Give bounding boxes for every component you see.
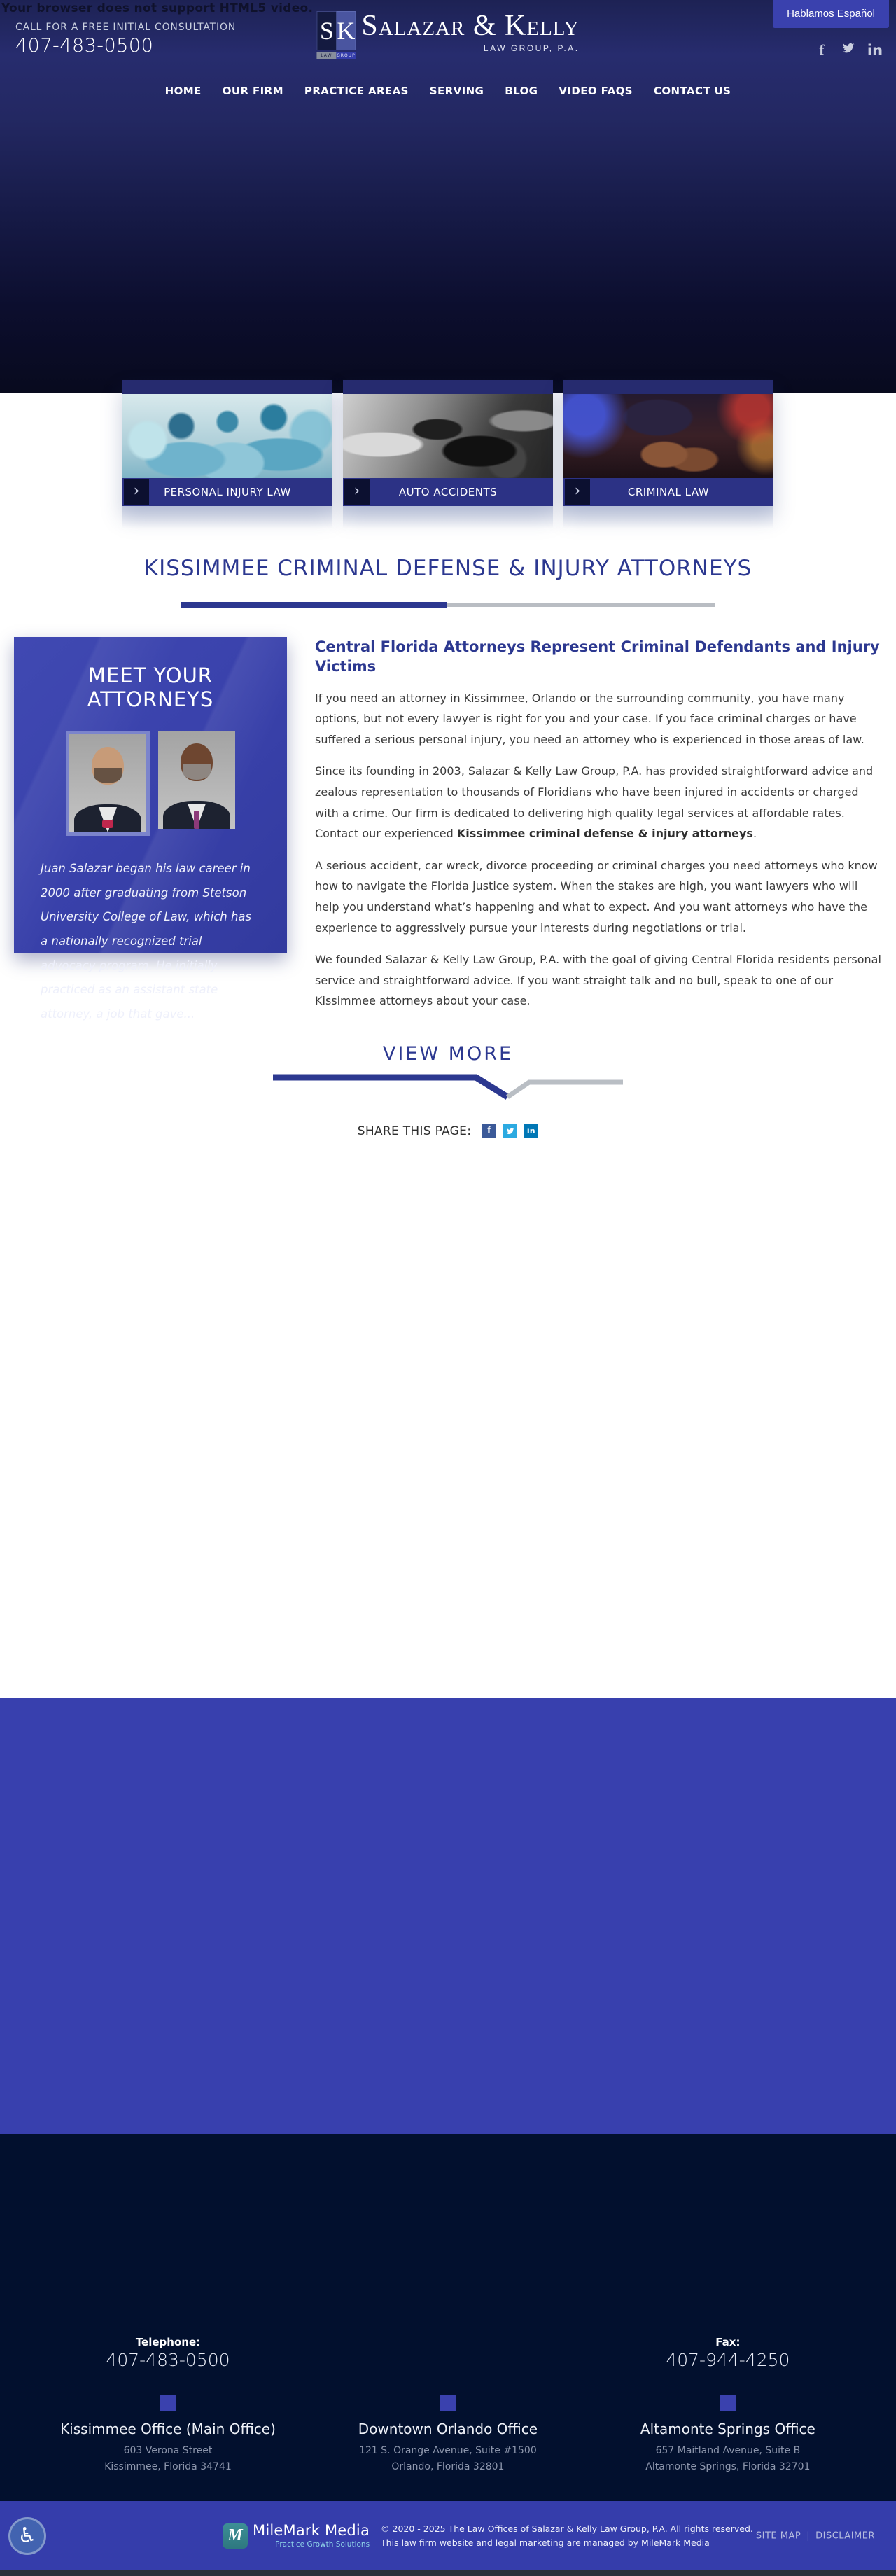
footer-contact-row [28,2335,868,2370]
chevron-right-icon[interactable]: › [565,479,590,505]
logo-k-box: K [336,11,356,50]
bottom-bar [0,2501,896,2570]
article-paragraph-2: Since its founding in 2003, Salazar & Kelly Law Group, P.A. has provided straightforward advice and zealous representation to thousands of Floridians who have been injured in accidents or charged with a crime. Our firm is dedicated to delivering high quality legal services at affordable rates. Contact our experienced Kissimmee criminal defense & injury attorneys. [315,764,874,841]
surgery-photo [122,394,332,478]
card-label-bar [343,478,553,506]
logo-s-box: S [316,11,336,50]
footer-fax [588,2335,868,2370]
practice-area-cards [122,380,774,506]
card-label-text: PERSONAL INJURY LAW [164,486,291,498]
office-address: 121 S. Orange Avenue, Suite #1500 Orlando, Florida 32801 [359,2445,537,2473]
hero-section [0,0,896,393]
fax-number: 407-944-4250 [666,2350,790,2370]
legal-links [756,2530,875,2541]
main-article [315,637,882,1011]
content-columns [14,637,882,1021]
telephone-number-link[interactable]: 407-483-0500 [106,2350,230,2370]
card-top-bar [343,380,553,394]
footer [0,2134,896,2501]
logo-text [361,11,579,53]
blue-band-section [0,1698,896,2134]
firm-logo[interactable] [316,11,579,59]
site-map-link[interactable]: SITE MAP [755,2530,802,2541]
cards-reflection [122,506,774,533]
attorney-bio-excerpt: Juan Salazar began his law career in 2000 after graduating from Stetson University College of Law, which has a nationally recognized trial advocacy program. He initially practiced as an assistant state attorney, a job that gave... [41,862,252,1021]
video-fallback-text: Your browser does not support HTML5 video. [1,1,314,15]
telephone-label: Telephone: [135,2336,201,2348]
office-square-icon [440,2395,456,2411]
office-name: Altamonte Springs Office [640,2421,816,2437]
hablamos-espanol-button[interactable]: Hablamos Español [773,0,889,28]
fax-label: Fax: [715,2336,741,2348]
header-social-icons [813,41,883,59]
disclaimer-link[interactable]: DISCLAIMER [816,2530,875,2541]
accessibility-icon[interactable]: ♿ [8,2517,46,2555]
article-paragraph-3: A serious accident, car wreck, divorce proceeding or criminal charges you need attorneys who know how to navigate the Florida justice system. When the stakes are high, you want lawyers who will help you understand what’s happening and what to expect. And you want attorneys who have the experience to aggressively pursue your interests during negotiations or trial. [315,858,878,934]
share-label: SHARE THIS PAGE: [357,1124,472,1138]
card-personal-injury-law[interactable] [122,380,332,506]
card-label-bar [564,478,774,506]
linkedin-icon[interactable]: in [867,41,883,59]
card-auto-accidents[interactable] [343,380,553,506]
card-top-bar [564,380,774,394]
header-phone-link[interactable]: 407-483-0500 [15,35,154,57]
main-navigation [0,70,896,112]
top-header [0,0,896,70]
office-name: Downtown Orlando Office [358,2421,538,2437]
logo-monogram [316,11,356,59]
office-square-icon [720,2395,736,2411]
office-address: 657 Maitland Avenue, Suite B Altamonte Springs, Florida 32701 [645,2445,811,2473]
header-contact [15,20,236,57]
nav-item-contact-us[interactable]: CONTACT US [653,85,732,97]
attorney-portraits [28,731,273,836]
milemark-name: MileMark Media [253,2521,370,2539]
card-label-bar [122,478,332,506]
attorney-photo-kelly [158,731,235,829]
nav-item-serving[interactable]: SERVING [429,85,484,97]
card-top-bar [122,380,332,394]
milemark-m-icon: M [223,2524,248,2549]
sidebar-title: MEET YOUR ATTORNEYS [87,664,214,711]
article-paragraph-4: We founded Salazar & Kelly Law Group, P.A. with the goal of giving Central Florida residents personal service and straightforward advice. If you want straight talk and no bull, speak to one of our Kissimmee attorneys about your case. [315,953,881,1008]
nav-item-video-faqs[interactable]: VIDEO FAQS [559,85,633,97]
office-square-icon [160,2395,176,2411]
legal-separator: | [806,2530,811,2541]
logo-firm-suffix: LAW GROUP, P.A. [483,43,580,53]
share-linkedin-icon[interactable]: in [524,1124,538,1138]
milemark-media-logo[interactable] [223,2521,370,2549]
meet-your-attorneys-box[interactable] [14,637,287,1021]
office-name: Kissimmee Office (Main Office) [60,2421,276,2437]
card-label-text: CRIMINAL LAW [627,486,710,498]
chevron-right-icon[interactable]: › [344,479,370,505]
handcuffs-photo [564,394,774,478]
article-heading: Central Florida Attorneys Represent Criminal Defendants and Injury Victims [315,638,880,676]
footer-telephone [28,2335,308,2370]
facebook-icon[interactable]: f [819,41,825,58]
call-label: CALL FOR A FREE INITIAL CONSULTATION [15,22,237,33]
main-content-section [0,393,896,1698]
milemark-tagline: Practice Growth Solutions [275,2540,370,2549]
view-more-decoration [266,1072,630,1102]
attorney-photo-juan-salazar [66,731,150,836]
title-divider [181,602,715,608]
share-section [0,1124,896,1138]
bold-keyword: Kissimmee criminal defense & injury attorneys [456,827,753,841]
office-kissimmee [28,2395,308,2475]
car-crash-photo [343,394,553,478]
page-title: KISSIMMEE CRIMINAL DEFENSE & INJURY ATTORNEYS [144,556,752,581]
bottom-strip [0,2570,896,2576]
office-orlando [308,2395,588,2475]
office-altamonte-springs [588,2395,868,2475]
share-facebook-icon[interactable]: f [482,1124,496,1138]
nav-item-our-firm[interactable]: OUR FIRM [222,85,284,97]
footer-contact-spacer [308,2335,588,2370]
share-twitter-icon[interactable] [503,1124,517,1138]
nav-item-blog[interactable]: BLOG [505,85,538,97]
view-more-button[interactable]: VIEW MORE [382,1043,514,1065]
nav-item-home[interactable]: HOME [164,85,202,97]
logo-law-strip: LAW [316,52,336,59]
office-address: 603 Verona Street Kissimmee, Florida 34741 [104,2445,232,2473]
footer-offices-row [28,2395,868,2475]
card-label-text: AUTO ACCIDENTS [398,486,498,498]
logo-firm-name: Salazar & Kelly [361,10,580,42]
card-criminal-law[interactable] [564,380,774,506]
copyright-text: © 2020 - 2025 The Law Offices of Salazar & Kelly Law Group, P.A. All rights reserved. This law firm website and legal marketing are managed by MileMark Media [381,2524,753,2548]
view-more-section [0,1043,896,1102]
article-paragraph-1: If you need an attorney in Kissimmee, Orlando or the surrounding community, you have many options, but not every lawyer is right for you and your case. If you face criminal charges or have suffered a serious personal injury, you need an attorney who is experienced in those areas of law. [315,691,864,746]
logo-group-strip: GROUP [337,53,356,58]
nav-item-practice-areas[interactable]: PRACTICE AREAS [304,85,409,97]
chevron-right-icon[interactable]: › [124,479,149,505]
twitter-icon[interactable] [840,41,857,59]
